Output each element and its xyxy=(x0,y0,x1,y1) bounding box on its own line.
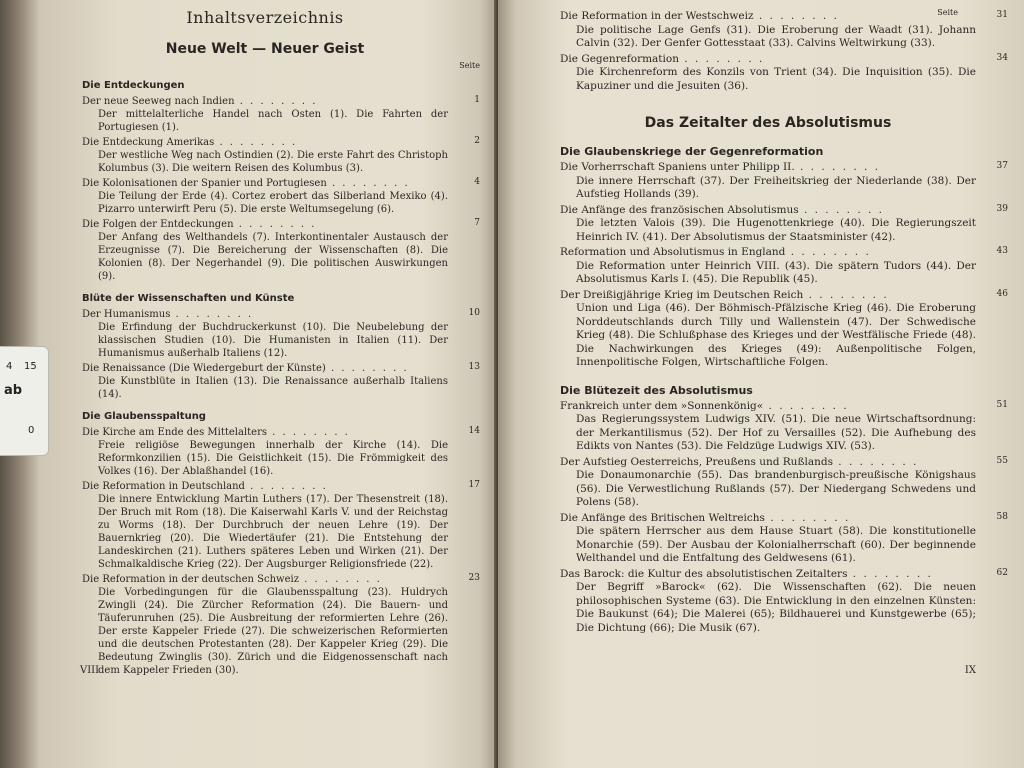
toc-entry-page: 14 xyxy=(468,426,480,436)
toc-entry-subtopics: Die Donaumonarchie (55). Das brandenburgisch-preußische Königshaus (56). Die Verwestlichung Rußlands (57). Der Niedergang Schwedens und Polens (58). xyxy=(576,469,976,508)
toc-entry-page: 51 xyxy=(996,399,1008,410)
toc-entry-title: Die Renaissance (Die Wiedergeburt der Künste) . . . xyxy=(82,362,448,375)
right-page xyxy=(498,0,1024,768)
toc-entry-subtopics: Die Teilung der Erde (4). Cortez erobert das Silberland Mexiko (4). Pizarro unterwirft Peru (5). Die erste Weltumsegelung (6). xyxy=(98,191,448,215)
toc-entry xyxy=(560,399,1008,454)
toc-entry xyxy=(560,288,1008,370)
toc-entry-subtopics: Der Begriff »Barock« (62). Die Wissenschaften (62). Die neuen philosophischen Systeme (63). Die Entwicklung in den einzelnen Künsten: Die Baukunst (64); Die Malerei (65); Bildhauerei und Kunstgewerbe (65); Die Dichtung (66); Die Musik (67). xyxy=(576,581,976,634)
toc-entry-page: 55 xyxy=(996,455,1008,466)
toc-entry-subtopics: Die Vorbedingungen für die Glaubensspaltung (23). Huldrych Zwingli (24). Die Zürcher Reformation (24). Die Bauern- und Täuferunruhen (25). Die Ausbreitung der reformierten Lehre (26). Der erste Kappeler Friede (27). Die schweizerischen Reformierten und die deutschen Protestanten (28). Der Kappeler Krieg (29). Die Bedeutung Zwinglis (30). Zürich und die Eidgenossenschaft nach dem Kappeler Frieden (30). xyxy=(98,587,448,676)
seite-label-left: Seite xyxy=(459,61,480,70)
section-heading: Die Glaubensspaltung xyxy=(82,411,206,422)
toc-entry xyxy=(560,455,1008,510)
toc-entry-title: Die Reformation in der Westschweiz . . . xyxy=(560,10,976,24)
toc-entry xyxy=(82,218,480,283)
toc-entry-title: Die Folgen der Entdeckungen . . . xyxy=(82,218,448,231)
toc-entry-title: Das Barock: die Kultur des absolutistischen Zeitalters . . . xyxy=(560,568,976,582)
toc-entry-title: Der neue Seeweg nach Indien . . . xyxy=(82,95,448,108)
toc-entry-subtopics: Die Kirchenreform des Konzils von Trient (34). Die Inquisition (35). Die Kapuziner und die Jesuiten (36). xyxy=(576,66,976,92)
toc-entry xyxy=(82,308,480,360)
toc-entry-subtopics: Die Reformation unter Heinrich VIII. (43). Die spätern Tudors (44). Der Absolutismus Karls I. (45). Die Republik (45). xyxy=(576,259,976,285)
toc-entry-page: 4 xyxy=(474,177,480,187)
ruler-mark: 0 xyxy=(28,425,35,436)
toc-entry-subtopics: Die spätern Herrscher aus dem Hause Stuart (58). Die konstitutionelle Monarchie (59). Der Ausbau der Kolonialherrschaft (60). Der beginnende Welthandel und die Entfaltung des Geldwesens (61). xyxy=(576,525,976,564)
toc-entry-page: 10 xyxy=(468,308,480,318)
toc-entry-subtopics: Freie religiöse Bewegungen innerhalb der Kirche (14). Die Reformkonzilien (15). Die Geistlichkeit (15). Die Frömmigkeit des Volkes (16). Der Ablaßhandel (16). xyxy=(98,440,448,477)
toc-entry xyxy=(82,573,480,677)
toc-entry-page: 58 xyxy=(996,511,1008,522)
ruler-mark: 4 xyxy=(6,361,13,372)
toc-entry-title: Die Gegenreformation . . . xyxy=(560,53,976,67)
toc-entry-page: 34 xyxy=(996,52,1008,63)
toc-entry-subtopics: Die innere Herrschaft (37). Der Freiheitskrieg der Niederlande (38). Der Aufstieg Hollands (39). xyxy=(576,174,976,200)
toc-entry-page: 2 xyxy=(474,136,480,146)
toc-entry-page: 43 xyxy=(996,246,1008,256)
left-page xyxy=(0,0,498,768)
right-top-entries xyxy=(560,10,1008,93)
page-number-right: IX xyxy=(964,665,976,676)
toc-entry-subtopics: Der Anfang des Welthandels (7). Interkontinentaler Austausch der Erzeugnisse (7). Die Bereicherung der Wissenschaften (8). Die Kolonien (8). Der Negerhandel (9). Die politischen Auswirkungen (9). xyxy=(98,232,448,282)
toc-entry-page: 37 xyxy=(996,161,1008,171)
toc-entry-subtopics: Die politische Lage Genfs (31). Die Eroberung der Waadt (31). Johann Calvin (32). Der Genfer Gottesstaat (33). Calvins Weltwirkung (33). xyxy=(576,23,976,49)
toc-entry xyxy=(82,480,480,571)
toc-entry-subtopics: Der mittelalterliche Handel nach Osten (1). Die Fahrten der Portugiesen (1). xyxy=(98,109,448,133)
left-sections xyxy=(82,80,480,677)
toc-entry-title: Die Reformation in Deutschland . . . xyxy=(82,480,448,493)
toc-entry xyxy=(82,177,480,216)
toc-entry-page: 62 xyxy=(996,567,1008,578)
right-sections xyxy=(560,145,1008,635)
toc-entry xyxy=(560,511,1008,566)
toc-entry-page: 39 xyxy=(996,203,1008,214)
toc-entry-title: Die Anfänge des Britischen Weltreichs . . . xyxy=(560,512,976,526)
ruler-tool xyxy=(0,346,49,456)
toc-entry-page: 7 xyxy=(474,218,480,228)
toc-entry-page: 1 xyxy=(474,95,480,105)
ruler-label: ab xyxy=(4,383,23,398)
toc-entry xyxy=(560,52,1008,94)
toc-entry-title: Der Aufstieg Oesterreichs, Preußens und Rußlands . . . xyxy=(560,456,976,470)
toc-entry xyxy=(82,95,480,134)
toc-entry-title: Die Entdeckung Amerikas . . . xyxy=(82,136,448,149)
toc-entry xyxy=(82,426,480,478)
toc-entry xyxy=(560,203,1008,245)
toc-entry-title: Die Kirche am Ende des Mittelalters . . . xyxy=(82,426,448,439)
section-heading: Die Blütezeit des Absolutismus xyxy=(560,383,753,397)
seite-label-right: Seite xyxy=(937,8,958,17)
section-heading: Die Glaubenskriege der Gegenreformation xyxy=(560,145,824,158)
toc-entry-page: 13 xyxy=(468,362,480,372)
toc-entry-title: Die Anfänge des französischen Absolutismus . . . xyxy=(560,204,976,218)
toc-entry-page: 31 xyxy=(996,10,1008,20)
ruler-mark: 15 xyxy=(24,361,37,372)
toc-entry-page: 17 xyxy=(468,480,480,490)
toc-entry-subtopics: Das Regierungssystem Ludwigs XIV. (51). Die neue Wirtschaftsordnung: der Merkantilismus (52). Der Hof zu Versailles (52). Die Aufhebung des Edikts von Nantes (53). Die Feldzüge Ludwigs XIV. (53). xyxy=(576,413,976,452)
part-title-right: Das Zeitalter des Absolutismus xyxy=(644,115,892,131)
toc-entry-page: 46 xyxy=(996,288,1008,299)
toc-entry-page: 23 xyxy=(468,573,480,583)
toc-entry-subtopics: Union und Liga (46). Der Böhmisch-Pfälzische Krieg (46). Die Eroberung Norddeutschlands durch Tilly und Wallenstein (47). Der Schwedische Krieg (48). Die Schlußphase des Krieges und der Westfälische Friede (48). Die Nachwirkungen des Krieges (49): Außenpolitische Folgen, Innenpolitische Folgen, Wirtschaftliche Folgen. xyxy=(576,302,976,368)
toc-entry-subtopics: Die Kunstblüte in Italien (13). Die Renaissance außerhalb Italiens (14). xyxy=(98,376,448,400)
toc-entry-title: Der Dreißigjährige Krieg im Deutschen Reich . . . xyxy=(560,289,976,303)
section-heading: Die Entdeckungen xyxy=(82,80,185,91)
toc-entry-title: Die Kolonisationen der Spanier und Portugiesen . . . xyxy=(82,177,448,190)
toc-entry xyxy=(560,10,1008,51)
toc-entry xyxy=(560,567,1008,636)
toc-entry xyxy=(82,136,480,175)
toc-entry-title: Die Reformation in der deutschen Schweiz . . . xyxy=(82,573,448,586)
toc-entry-subtopics: Die innere Entwicklung Martin Luthers (17). Der Thesenstreit (18). Der Bruch mit Rom (18). Die Kaiserwahl Karls V. und der Reichstag zu Worms (18). Der Durchbruch der neuen Lehre (19). Der Bauernkrieg (20). Die Wiedertäufer (21). Die Entstehung der Landeskirchen (21). Luthers späteres Leben und Wirken (21). Der Schmalkaldische Krieg (22). Der Augsburger Religionsfriede (22). xyxy=(98,494,448,570)
toc-title: Inhaltsverzeichnis xyxy=(186,8,344,27)
page-number-left: VIII xyxy=(80,665,100,676)
toc-entry-title: Reformation und Absolutismus in England . . . xyxy=(560,246,976,260)
toc-entry-title: Die Vorherrschaft Spaniens unter Philipp II. . . . xyxy=(560,161,976,175)
toc-entry xyxy=(82,362,480,401)
part-title-left: Neue Welt — Neuer Geist xyxy=(165,41,365,57)
toc-entry xyxy=(560,161,1008,202)
toc-entry xyxy=(560,246,1008,287)
toc-entry-title: Der Humanismus . . . xyxy=(82,308,448,321)
section-heading: Blüte der Wissenschaften und Künste xyxy=(82,293,295,304)
toc-entry-subtopics: Die letzten Valois (39). Die Hugenottenkriege (40). Die Regierungszeit Heinrich IV. (41). Der Absolutismus der Staatsminister (42). xyxy=(576,217,976,243)
toc-entry-title: Frankreich unter dem »Sonnenkönig« . . . xyxy=(560,400,976,414)
toc-entry-subtopics: Der westliche Weg nach Ostindien (2). Die erste Fahrt des Christoph Kolumbus (3). Die weitern Reisen des Kolumbus (3). xyxy=(98,150,448,174)
toc-entry-subtopics: Die Erfindung der Buchdruckerkunst (10). Die Neubelebung der klassischen Studien (10). Die Humanisten in Italien (11). Der Humanismus außerhalb Italiens (12). xyxy=(98,322,448,359)
